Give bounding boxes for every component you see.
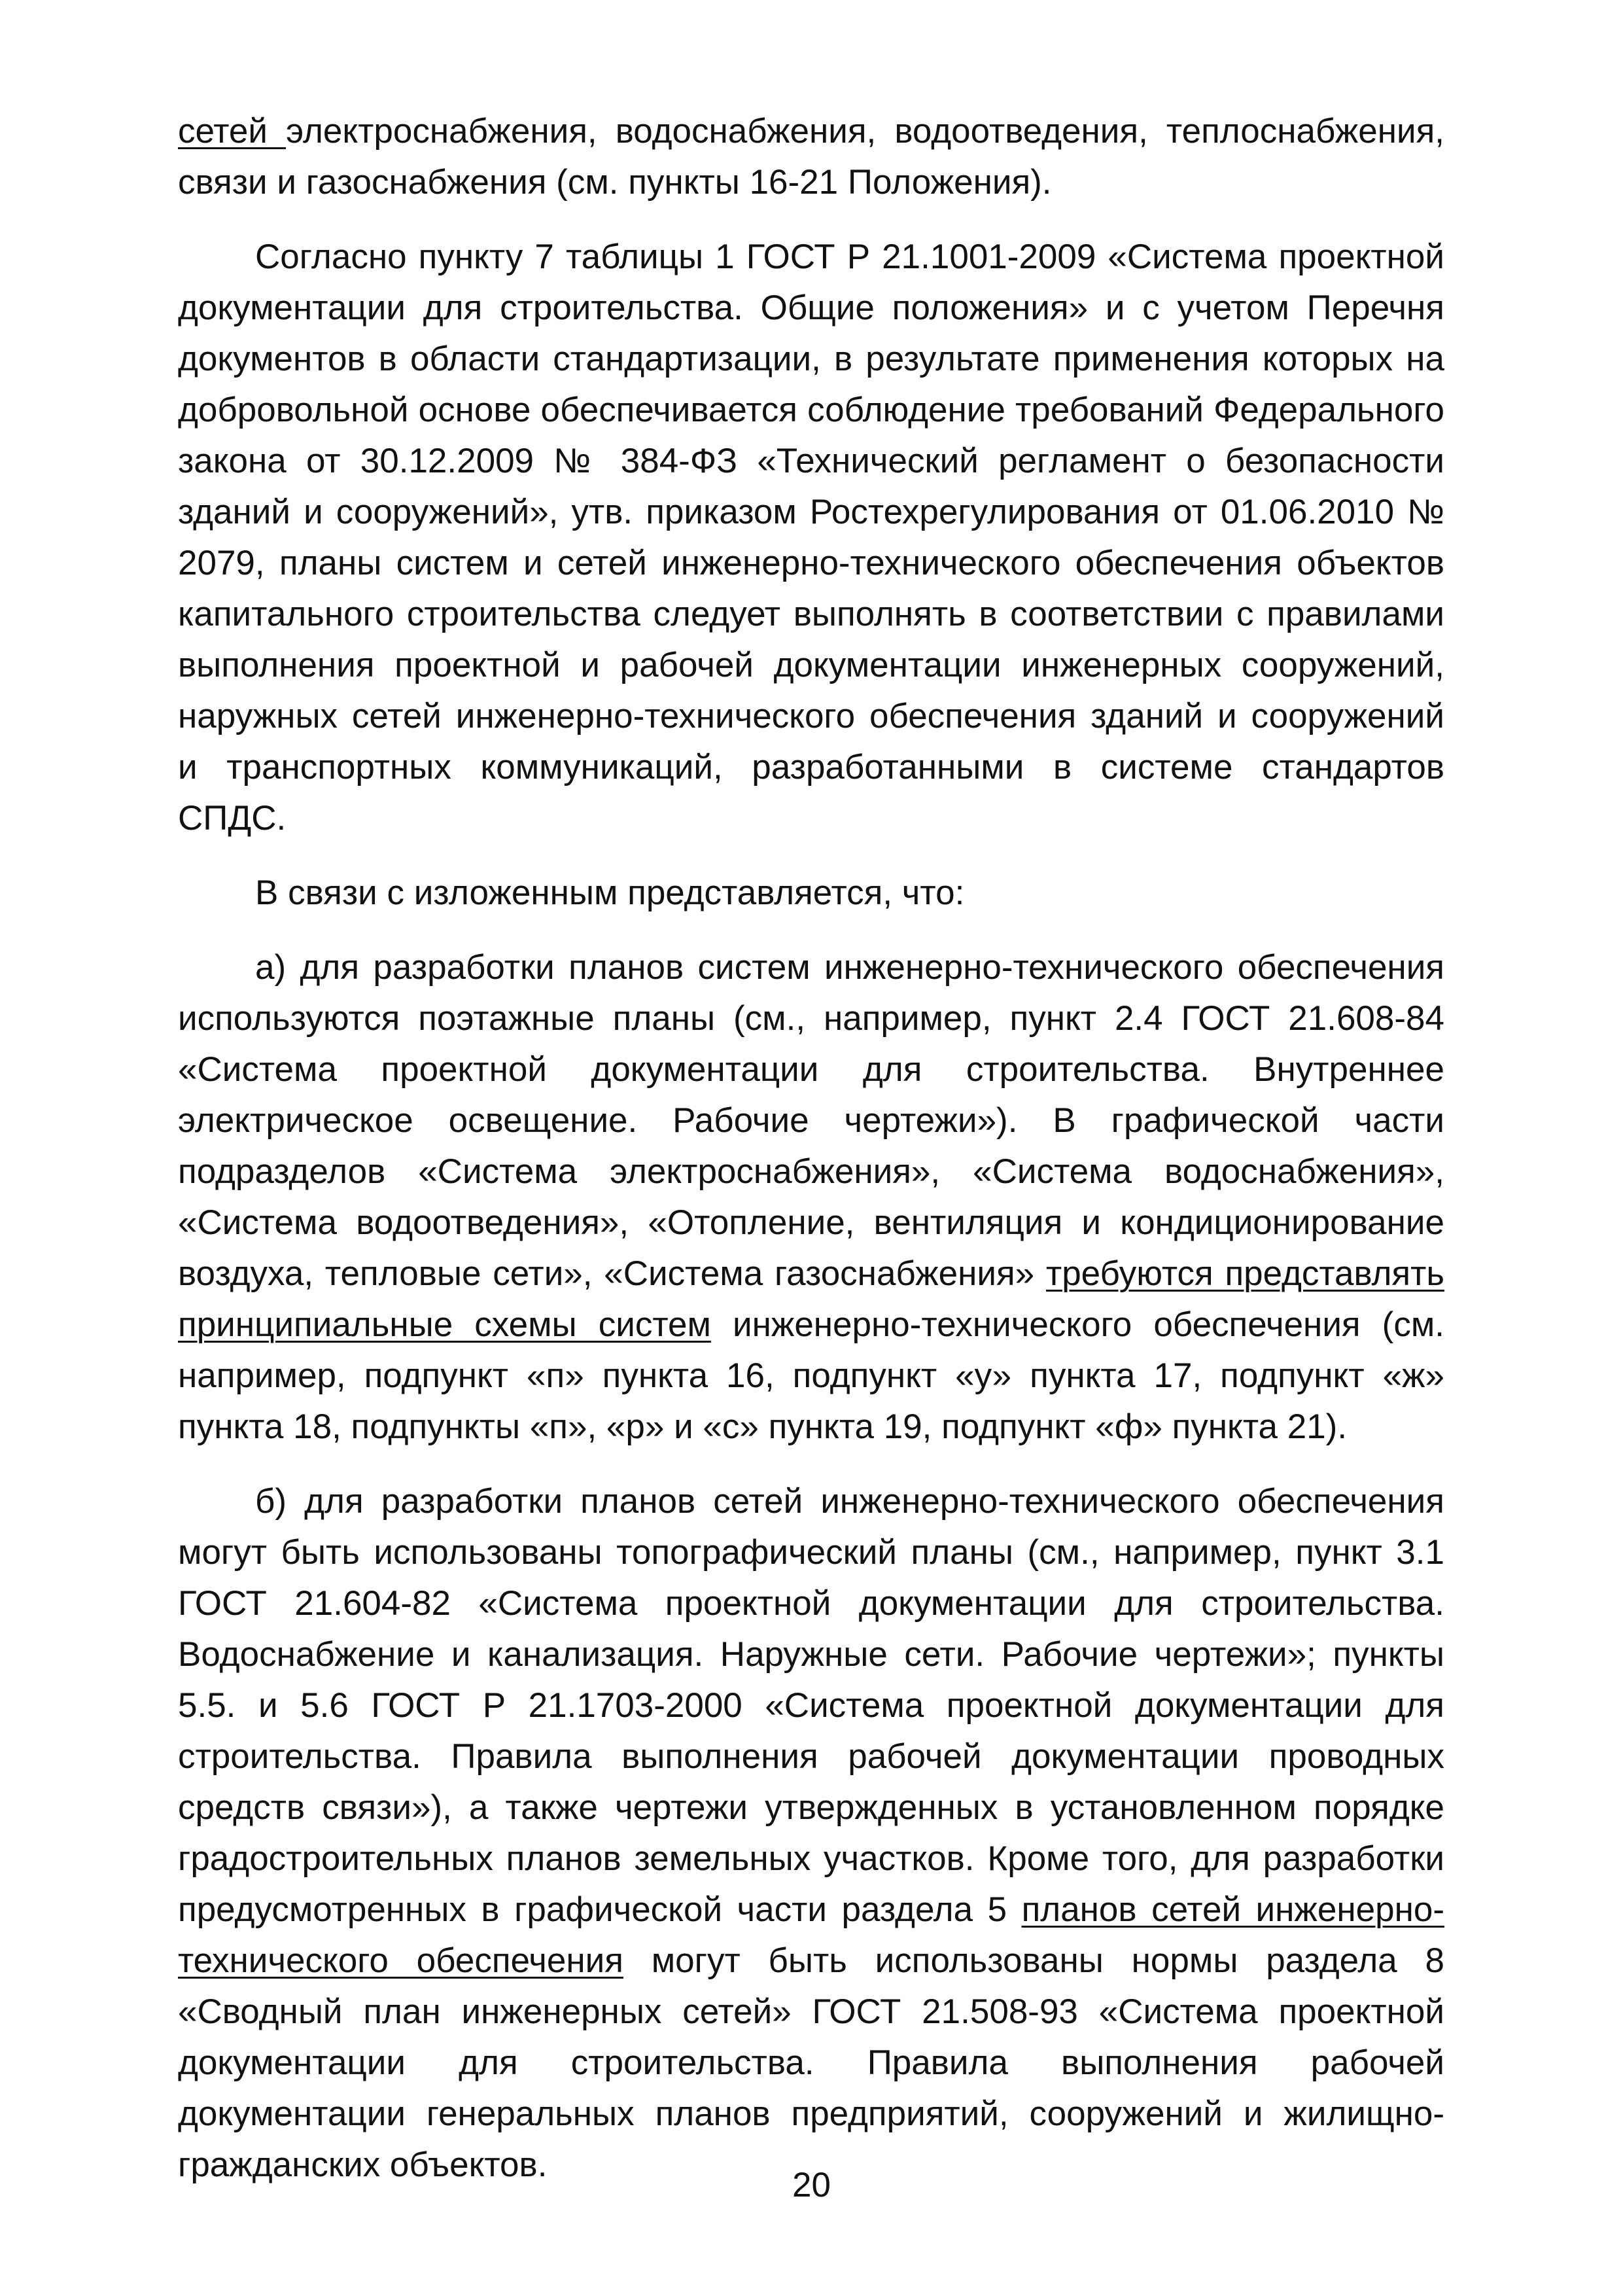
document-body [178, 106, 1444, 2214]
paragraph-text: а) для разработки планов систем инженерно-технического обеспечения используются поэтажные планы (см., например, пункт 2.4 ГОСТ 21.608-84 «Система проектной документации для строительства. Внутреннее электрическое освещение. Рабочие чертежи»). В графической части подразделов «Система электроснабжения», «Система водоснабжения», «Система водоотведения», «Отопление, вентиляция и кондиционирование воздуха, тепловые сети», «Система газоснабжения» [178, 948, 1444, 1293]
paragraph-2: Согласно пункту 7 таблицы 1 ГОСТ Р 21.1001-2009 «Система проектной документации для строительства. Общие положения» и с учетом Перечня документов в области стандартизации, в результате применения которых на добровольной основе обеспечивается соблюдение требований Федерального закона от 30.12.2009 № 384-ФЗ «Технический регламент о безопасности зданий и сооружений», утв. приказом Ростехрегулирования от 01.06.2010 № 2079, планы систем и сетей инженерно-технического обеспечения объектов капитального строительства следует выполнять в соответствии с правилами выполнения проектной и рабочей документации инженерных сооружений, наружных сетей инженерно-технического обеспечения зданий и сооружений и транспортных коммуникаций, разработанными в системе стандартов СПДС. [178, 238, 1444, 838]
paragraph-4 [178, 942, 1444, 1453]
page-number: 20 [792, 2166, 831, 2204]
paragraph-text: б) для разработки планов сетей инженерно-технического обеспечения могут быть использованы топографический планы (см., например, пункт 3.1 ГОСТ 21.604-82 «Система проектной документации для строительства. Водоснабжение и канализация. Наружные сети. Рабочие чертежи»; пункты 5.5. и 5.6 ГОСТ Р 21.1703-2000 «Система проектной документации для строительства. Правила выполнения рабочей документации проводных средств связи»), а также чертежи утвержденных в установленном порядке градостроительных планов земельных участков. Кроме того, для разработки предусмотренных в графической части раздела 5 [178, 1482, 1444, 1929]
paragraph-1 [178, 106, 1444, 208]
underlined-text: планов сетей инженерно-технического обеспечения [178, 1890, 1444, 1980]
paragraph-text: инженерно-технического обеспечения (см. например, подпункт «п» пункта 16, подпункт «у» пункта 17, подпункт «ж» пункта 18, подпункты «п», «р» и «с» пункта 19, подпункт «ф» пункта 21). [178, 1305, 1444, 1446]
paragraph-text: могут быть использованы нормы раздела 8 «Сводный план инженерных сетей» ГОСТ 21.508-93 «Система проектной документации для строительства. Правила выполнения рабочей документации генеральных планов предприятий, сооружений и жилищно-гражданских объектов. [178, 1941, 1444, 2184]
underlined-text: требуются представлять принципиальные схемы систем [178, 1254, 1444, 1344]
paragraph-3: В связи с изложенным представляется, что: [255, 874, 965, 912]
paragraph-5 [178, 1476, 1444, 2191]
underlined-text: сетей [178, 112, 287, 150]
paragraph-text: электроснабжения, водоснабжения, водоотведения, теплоснабжения, связи и газоснабжения (см. пункты 16-21 Положения). [178, 112, 1444, 202]
